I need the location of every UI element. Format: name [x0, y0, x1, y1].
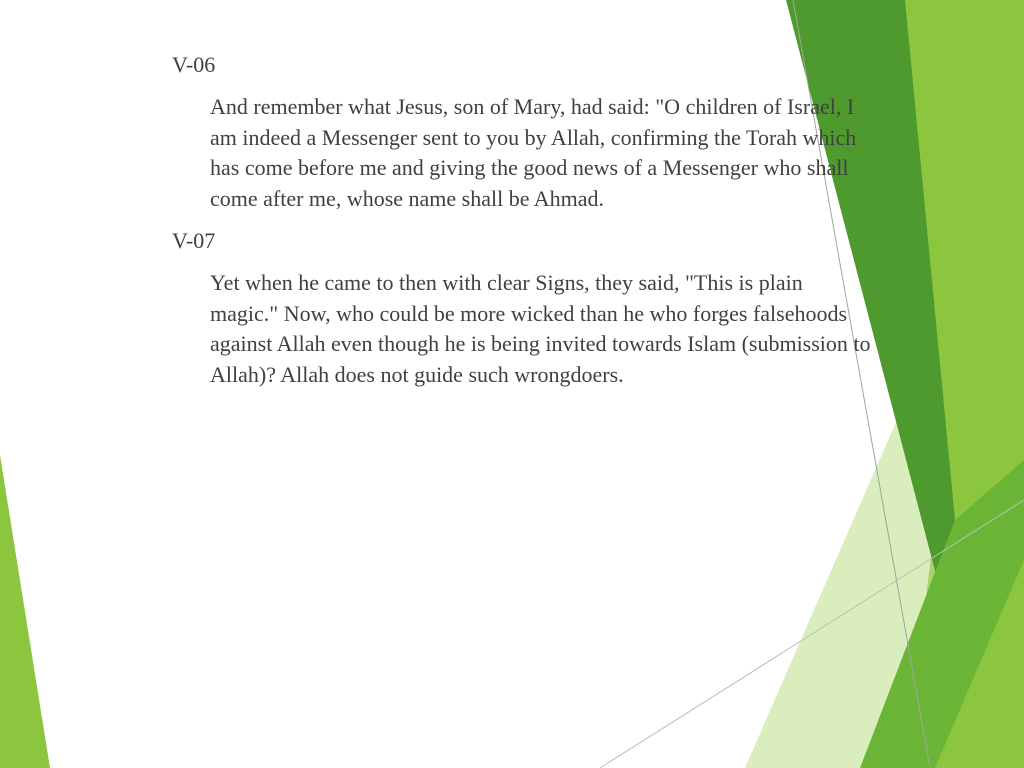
- verse-text: [210, 268, 1002, 390]
- verse-label: V-06: [172, 52, 216, 77]
- verse-text: [210, 92, 1002, 214]
- slide-content: [172, 50, 1002, 402]
- verse-line: against Allah even though he is being invited towards Islam (submission to: [210, 331, 871, 356]
- verse-line: has come before me and giving the good news of a Messenger who shall: [210, 155, 849, 180]
- left-green-sliver: [0, 455, 50, 768]
- verse-line: come after me, whose name shall be Ahmad.: [210, 185, 605, 211]
- verse-line: And remember what Jesus, son of Mary, had said: "O children of Israel, I: [210, 94, 855, 119]
- verse-label: V-07: [172, 228, 216, 253]
- verse-line: Allah)? Allah does not guide such wrongdoers.: [210, 361, 624, 387]
- verse-line: am indeed a Messenger sent to you by Allah, confirming the Torah which: [210, 124, 857, 150]
- verse-line: magic." Now, who could be more wicked than he who forges falsehoods: [210, 300, 848, 326]
- verse-line: Yet when he came to then with clear Signs, they said, "This is plain: [210, 270, 803, 295]
